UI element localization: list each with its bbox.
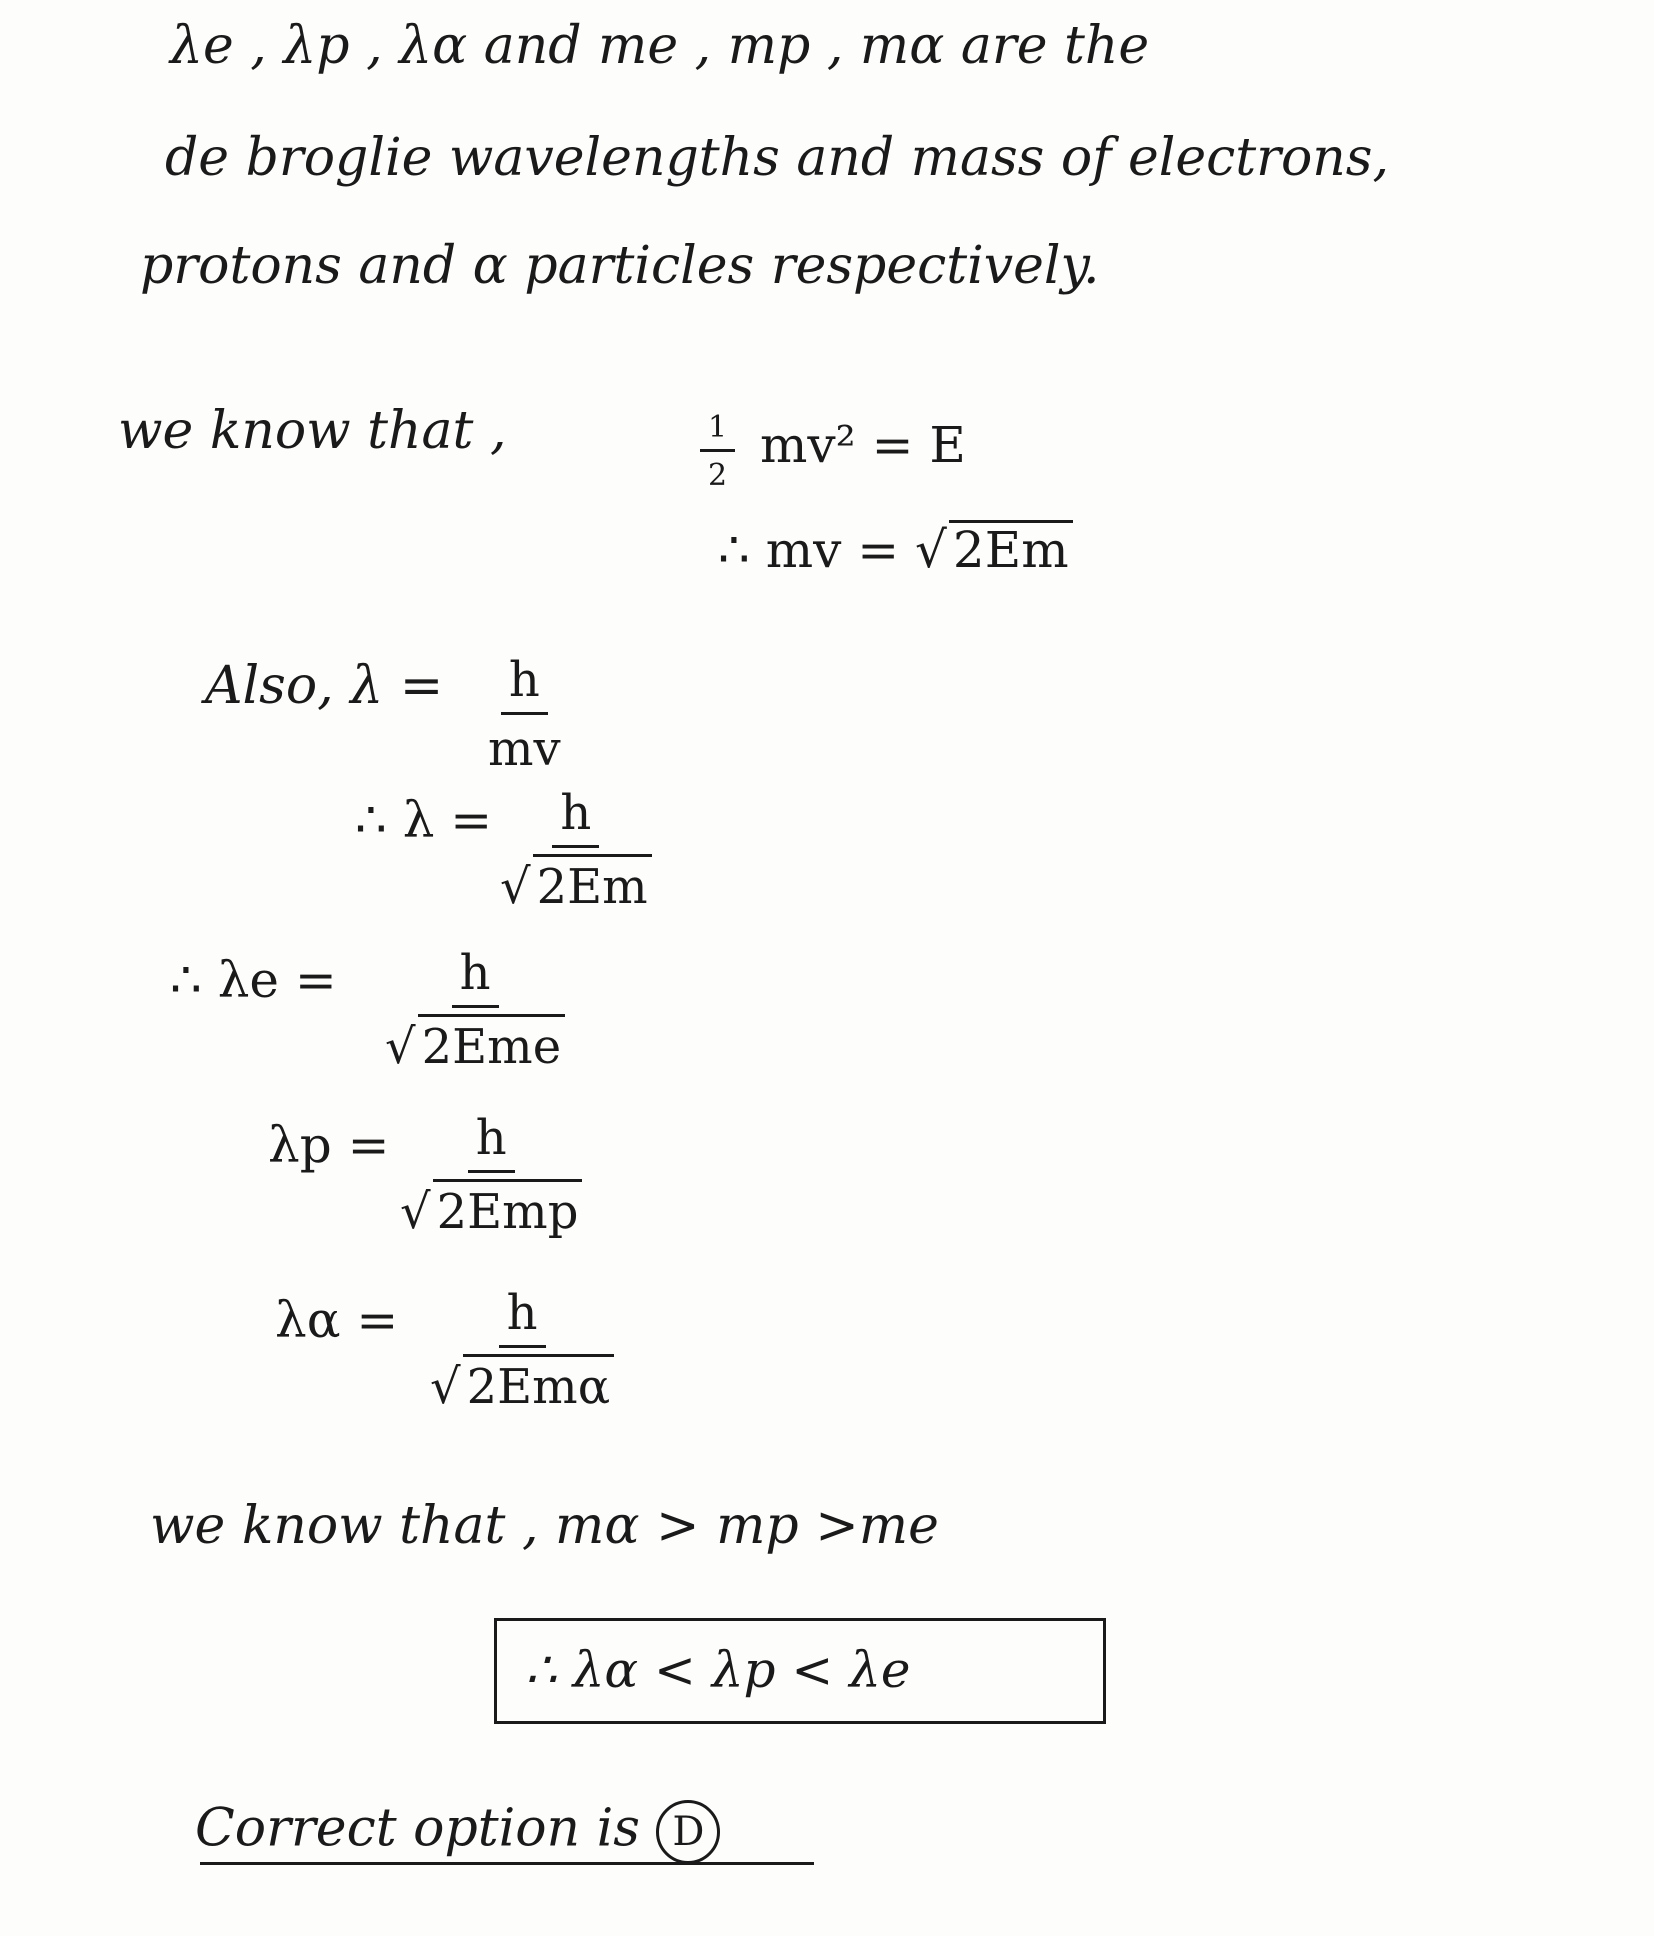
lambda-p-fraction: [400, 1110, 582, 1240]
also-label: Also, λ =: [205, 656, 444, 716]
answer-circled-option: D: [656, 1800, 720, 1864]
lambda-general-lhs: ∴ λ =: [355, 791, 493, 849]
result-inequality: ∴ λα < λp < λe: [525, 1641, 911, 1699]
answer-underline: [200, 1862, 814, 1865]
sqrt-symbol: √: [915, 521, 947, 579]
half-denominator: 2: [708, 458, 728, 493]
intro-line-2: de broglie wavelengths and mass of electrons,: [165, 128, 1390, 188]
lambda-e-lhs: ∴ λe =: [170, 951, 337, 1009]
mass-comparison-line: we know that , mα > mp >me: [150, 1496, 939, 1556]
kinetic-energy-equation: mv² = E: [760, 416, 966, 474]
lambda-alpha-denominator: √ 2Emα: [430, 1348, 614, 1415]
half-numerator: 1: [700, 410, 735, 452]
answer-text: Correct option is: [195, 1798, 640, 1859]
intro-line-1: λe , λp , λα and me , mp , mα are the: [170, 16, 1150, 76]
lambda-general-numerator: h: [552, 785, 599, 848]
lambda-p-denominator: √ 2Emp: [400, 1173, 582, 1240]
lambda-p-numerator: h: [468, 1110, 515, 1173]
lambda-e-numerator: h: [452, 945, 499, 1008]
momentum-lhs-text: ∴ mv =: [718, 521, 916, 579]
we-know-label: we know that ,: [118, 401, 507, 461]
lambda-e-fraction: [385, 945, 565, 1075]
lambda-e-denominator: √ 2Eme: [385, 1008, 565, 1075]
lambda-general-fraction: [500, 785, 652, 915]
lambda-alpha-numerator: h: [499, 1285, 546, 1348]
intro-line-3: protons and α particles respectively.: [140, 236, 1100, 296]
momentum-radicand: 2Em: [949, 520, 1073, 575]
lambda-alpha-lhs: λα =: [275, 1291, 399, 1349]
h-over-mv-fraction: [488, 652, 561, 777]
h-over-mv-denominator: mv: [488, 721, 561, 777]
lambda-general-denominator: √ 2Em: [500, 848, 652, 915]
momentum-equation-lhs: [718, 520, 1073, 579]
lambda-alpha-fraction: [430, 1285, 614, 1415]
answer-line: [195, 1800, 720, 1864]
h-over-mv-numerator: h: [501, 652, 548, 715]
half-fraction: [700, 410, 735, 493]
lambda-p-lhs: λp =: [268, 1116, 390, 1174]
